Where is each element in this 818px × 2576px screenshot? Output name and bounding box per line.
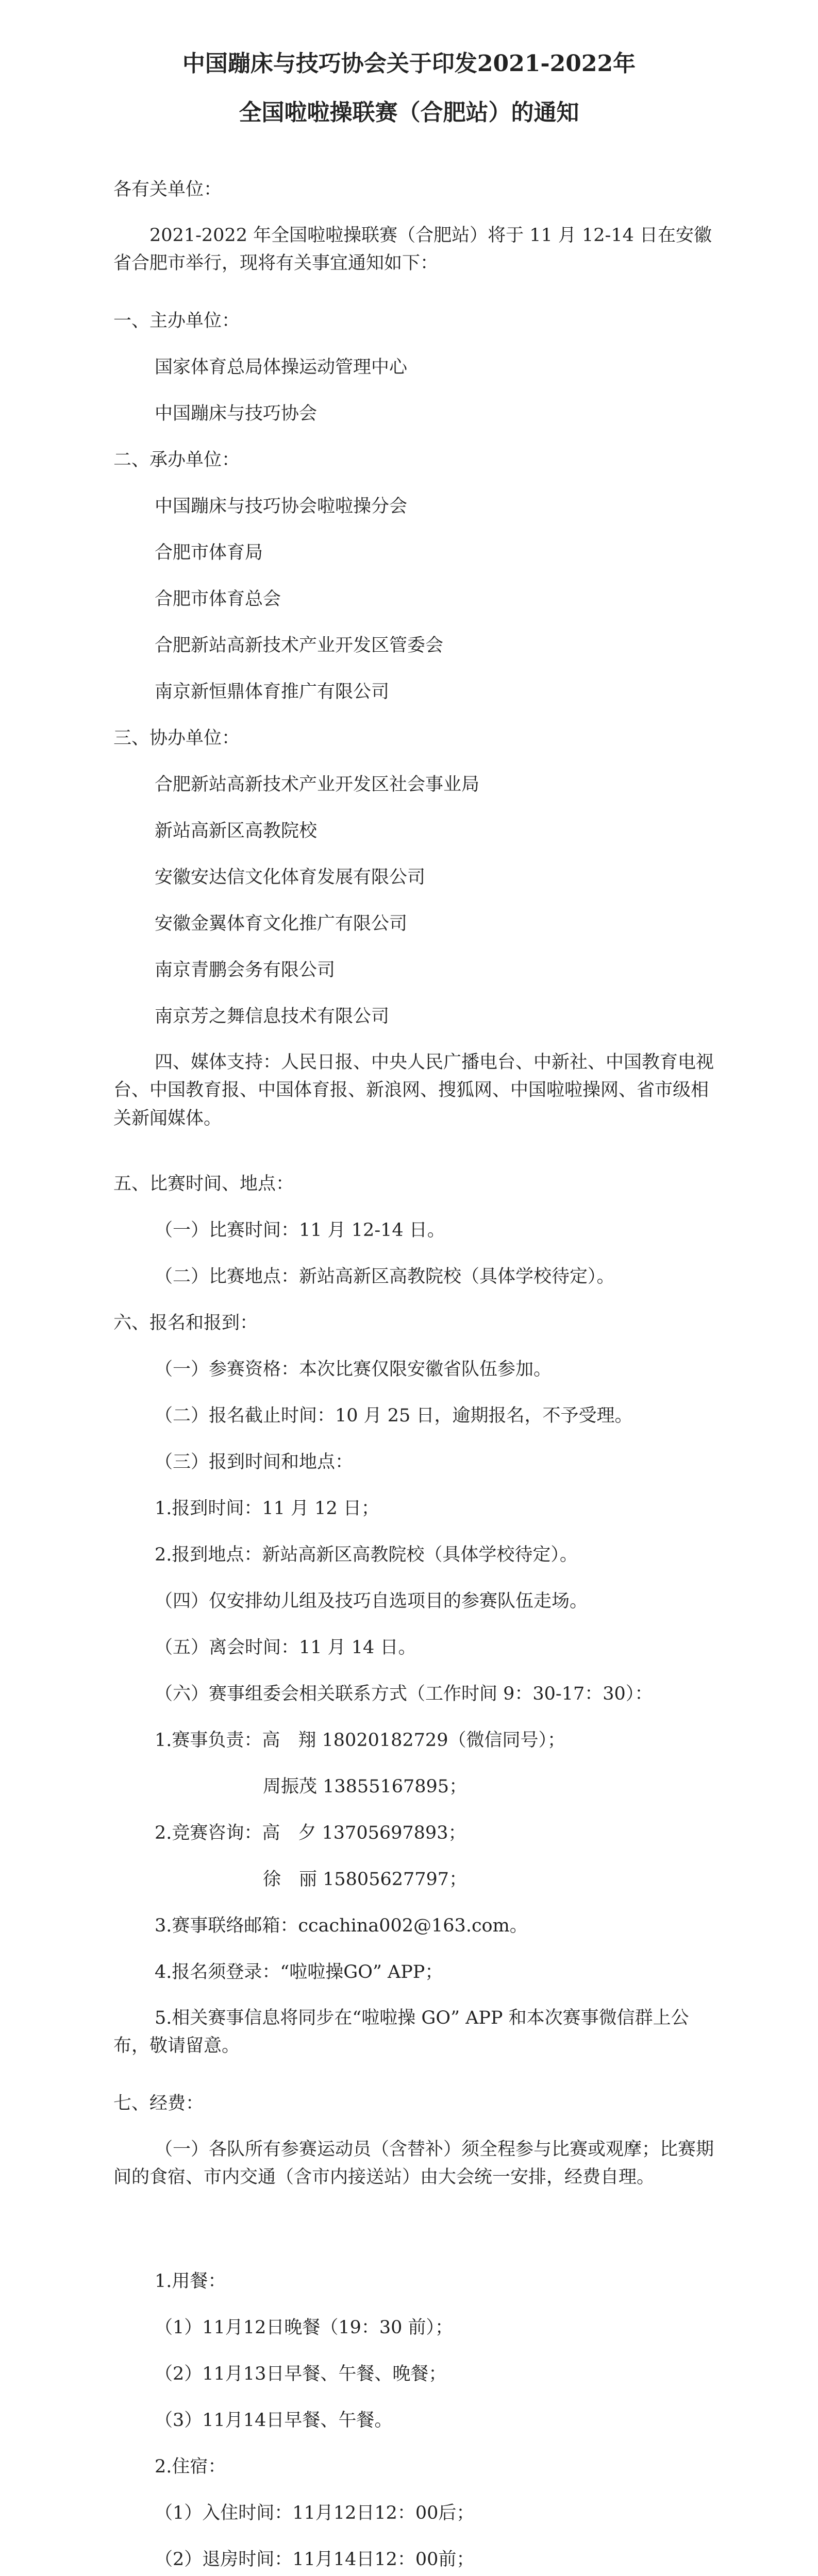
media-paragraph: 四、媒体支持：人民日报、中央人民广播电台、中新社、中国教育电视台、中国教育报、中国体育报、新浪网、搜狐网、中国啦啦操网、省市级相关新闻媒体。 xyxy=(113,1052,714,1129)
section-heading: 七、经费： xyxy=(113,2093,204,2114)
list-item: （1）入住时间：11月12日12：00后； xyxy=(155,2503,475,2523)
list-item: 新站高新区高教院校 xyxy=(155,821,318,841)
title-line-2: 全国啦啦操联赛（合肥站）的通知 xyxy=(239,99,579,126)
list-item: 1.报到时间：11 月 12 日； xyxy=(155,1498,379,1519)
list-item: （1）11月12日晚餐（19：30 前）； xyxy=(155,2317,454,2338)
list-item: （二）比赛地点：新站高新区高教院校（具体学校待定）。 xyxy=(155,1266,615,1287)
list-item: （一）比赛时间：11 月 12-14 日。 xyxy=(155,1220,445,1241)
list-item: （一）参赛资格：本次比赛仅限安徽省队伍参加。 xyxy=(155,1359,552,1380)
list-item: 安徽安达信文化体育发展有限公司 xyxy=(155,867,426,888)
list-item: （3）11月14日早餐、午餐。 xyxy=(155,2410,393,2431)
section-heading: 一、主办单位： xyxy=(113,311,240,331)
list-item: 4.报名须登录：“啦啦操GO” APP； xyxy=(155,1962,443,1982)
list-item: 合肥新站高新技术产业开发区社会事业局 xyxy=(155,774,480,795)
list-item: 合肥新站高新技术产业开发区管委会 xyxy=(155,635,444,656)
section-heading: 五、比赛时间、地点： xyxy=(113,1174,294,1194)
list-item: 2.报到地点：新站高新区高教院校（具体学校待定）。 xyxy=(155,1545,578,1565)
list-item: （二）报名截止时间：10 月 25 日，逾期报名，不予受理。 xyxy=(155,1405,633,1426)
list-item: 合肥市体育局 xyxy=(155,543,263,563)
intro-paragraph: 2021-2022 年全国啦啦操联赛（合肥站）将于 11 月 12-14 日在安徽省合肥市举行，现将有关事宜通知如下： xyxy=(113,225,712,274)
list-item: （2）11月13日早餐、午餐、晚餐； xyxy=(155,2364,447,2384)
list-item: 1.用餐： xyxy=(155,2271,226,2292)
section-heading: 六、报名和报到： xyxy=(113,1313,258,1333)
list-item: 中国蹦床与技巧协会 xyxy=(155,403,318,424)
section-heading: 三、协办单位： xyxy=(113,728,240,749)
list-item: 南京芳之舞信息技术有限公司 xyxy=(155,1006,390,1027)
list-item: （五）离会时间：11 月 14 日。 xyxy=(155,1637,416,1658)
paragraph: （一）各队所有参赛运动员（含替补）须全程参与比赛或观摩；比赛期间的食宿、市内交通（含市内接送站）由大会统一安排，经费自理。 xyxy=(113,2139,714,2188)
section-heading: 二、承办单位： xyxy=(113,450,240,470)
list-item: 5.相关赛事信息将同步在“啦啦操 GO” APP 和本次赛事微信群上公布，敬请留意。 xyxy=(113,2008,689,2057)
salutation: 各有关单位： xyxy=(113,179,222,200)
list-item: 南京青鹏会务有限公司 xyxy=(155,960,336,980)
contact-line: 1.赛事负责：高 翔 18020182729（微信同号）； xyxy=(155,1730,565,1751)
contact-line: 徐 丽 15805627797； xyxy=(155,1869,468,1890)
list-item: 2.住宿： xyxy=(155,2456,226,2477)
list-item: （三）报到时间和地点： xyxy=(155,1452,354,1472)
contact-line: 2.竞赛咨询：高 夕 13705697893； xyxy=(155,1823,466,1843)
list-item: 安徽金翼体育文化推广有限公司 xyxy=(155,913,408,934)
list-item: 中国蹦床与技巧协会啦啦操分会 xyxy=(155,496,408,517)
list-item: （六）赛事组委会相关联系方式（工作时间 9：30-17：30）： xyxy=(155,1684,653,1704)
contact-email: 3.赛事联络邮箱：ccachina002@163.com。 xyxy=(155,1916,528,1936)
title-line-1: 中国蹦床与技巧协会关于印发2021-2022年 xyxy=(182,50,636,77)
contact-line: 周振茂 13855167895； xyxy=(155,1776,468,1797)
list-item: 国家体育总局体操运动管理中心 xyxy=(155,357,408,378)
list-item: （四）仅安排幼儿组及技巧自选项目的参赛队伍走场。 xyxy=(155,1591,588,1612)
list-item: （2）退房时间：11月14日12：00前； xyxy=(155,2549,475,2570)
list-item: 合肥市体育总会 xyxy=(155,589,281,609)
list-item: 南京新恒鼎体育推广有限公司 xyxy=(155,682,390,702)
